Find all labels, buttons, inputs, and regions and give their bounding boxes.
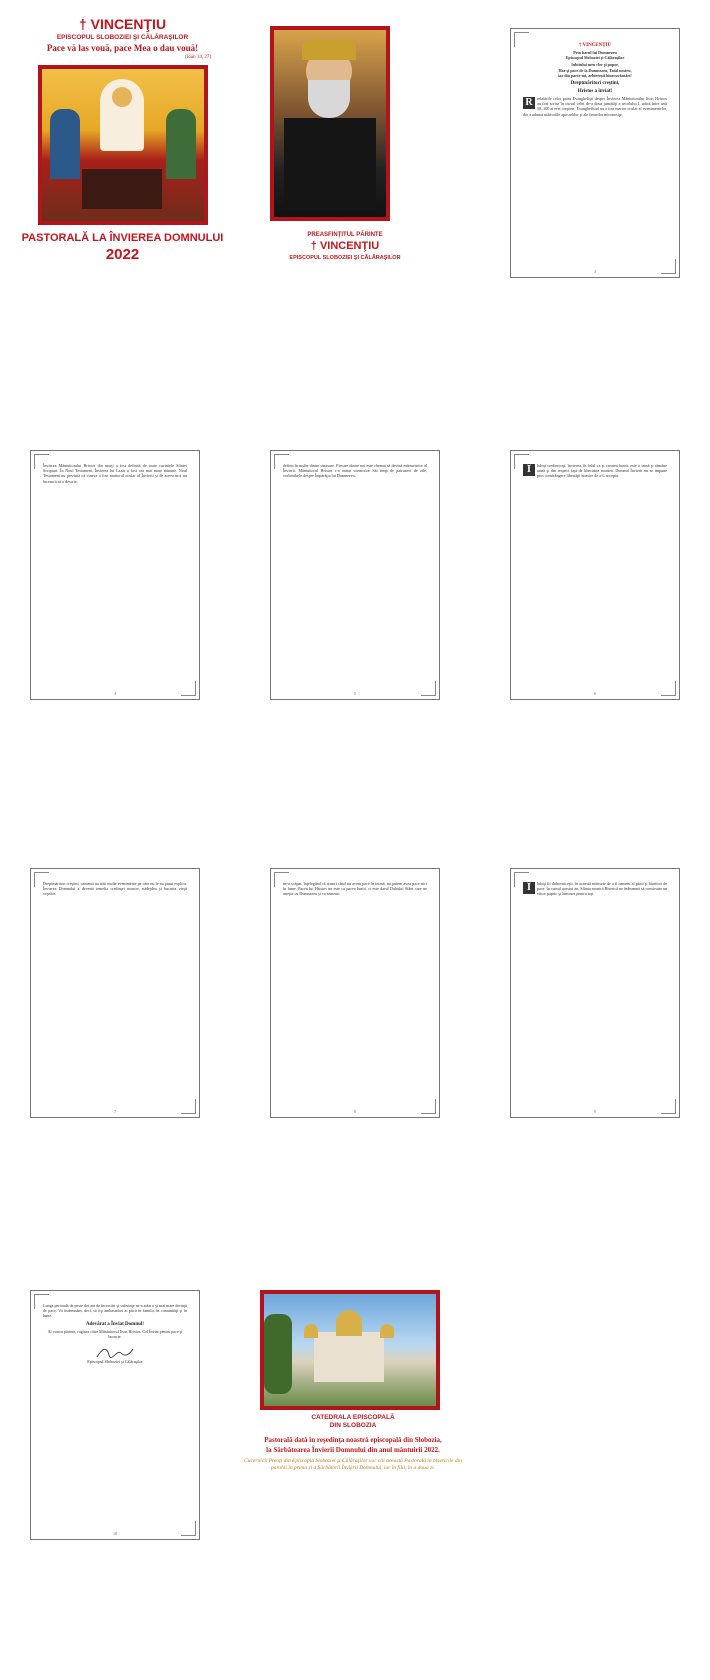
cover-quote: Pace vă las vouă, pace Mea o dau vouă! [46,43,199,53]
intro-heading: Hristos a înviat! [577,89,613,95]
portrait-caption-title: PREASFINŢITUL PĂRINTE [307,232,383,238]
closing-greeting: Adevărat a Înviat Domnul! [86,1321,144,1327]
page-number: 7 [114,1109,116,1114]
drop-cap: R [523,97,535,109]
page-number: 6 [594,691,596,696]
cathedral-caption-2: DIN SLOBOZIA [329,1422,377,1429]
back-cover-note: Cucernicii Preoţi din Episcopia Sloboziei şi Călăraşilor vor citi această Pastorală în bisericile din parohii în prima zi a Sărbătorii Învierii Domnului, iar în filii, în a doua zi. [244,1458,462,1471]
text-page-8 [270,868,440,1118]
page-9-text: Iubiţi fii duhovniceşti, în această mărturie de a fi oameni ai păcii şi făuritori de pace, în cursul acestui an, Sfânta noastră Biserică ne îndeamnă să construim un viitor paşnic şi luminos pentru toţi. [537,881,667,897]
page-number: 4 [114,691,116,696]
cathedral-photo [260,1290,440,1410]
page-8-body: ne-a scăpat, înţelegând că atunci când nu avem pace în inimă, nu putem avea pace nici în lume. Pacea lui Hristos nu este ca pacea lumii, ci este darul Duhului Sfânt care ne uneşte cu Dumnezeu şi cu semenii. [283,881,427,897]
drop-cap: Î [523,464,535,476]
closing-text: Al vostru părinte, rugător către Mântuitorul Iisus Hristos. Cel Înviat pentru pace şi bucurie. [47,1328,183,1339]
text-page-9 [510,868,680,1118]
intro-cross-name: † VINCENŢIU [578,43,612,48]
page-5-body: definit în multe dintre sinaxare. Fiecare dintre noi este chemat să devină mărturisitor al Învierii. Mântuitorul Hristos s-a arătat ucenicilor Săi timp de patruzeci de zile, vorbindu-le despre Împărăţia lui Dumnezeu. [283,463,427,479]
page-7-body: Dreptmăritori creştini, oamenii au trăit multe evenimente pe care nu le-au putut explica. Învierea Domnului a devenit temelia credinţei noastre, nădejdea şi bucuria vieţii veşnice. [43,881,187,897]
portrait-caption-role: EPISCOPUL SLOBOZIEI ŞI CĂLĂRAŞILOR [289,255,401,261]
back-cover-page [238,1290,468,1490]
bishop-portrait-image [270,26,390,221]
intro-line-see: Episcopul Sloboziei şi Călăraşilor [565,55,625,61]
intro-greeting: Dreptmăritori creştini, [570,81,620,87]
page-number: 5 [354,691,356,696]
cover-quote-ref: (Ioan 14, 27) [185,55,211,60]
cover-title: PASTORALĂ LA ÎNVIEREA DOMNULUI [21,232,224,244]
page-6-text: Iubiţi credincioşi, învierea, în felul ca şi crearea lumii, este o taină şi rămâne taină şi din respect faţă de libertatea noastră. Domnul Învierii nu se impune prin constrângere libertăţii noastre de a-L accepta. [537,463,667,479]
text-page-10 [30,1290,200,1540]
intro-line-clergy: Iubitului meu cler şi popor, [571,62,619,68]
intro-line-grace: Prin harul lui Dumnezeu [573,50,617,55]
page-9-body [523,881,667,897]
intro-body-text: relatările celor patru Evanghelişti despre Învierea Mântuitorului Iisus Hristos au fost scrise în cursul celei de-a doua jumătăţi a secolului I, adică între anii 50–100 ai erei creştine. Evanghelistul nu a fost martor ocular al evenimentelor, dar a adunat mărturiile apostolilor şi ale femeilor mironosiţe. [523,96,667,117]
intro-text-page [510,28,680,278]
page-number: 8 [354,1109,356,1114]
back-cover-line-1: Pastorală dată în reşedinţa noastră episcopală din Slobozia, [264,1436,442,1444]
page-number: 3 [594,269,596,274]
cover-year: 2022 [105,246,140,263]
page-number: 10 [113,1531,117,1536]
signature-role: Episcopul Sloboziei şi Călăraşilor [87,1359,143,1365]
resurrection-icon-image [38,65,208,225]
cathedral-caption-1: CATEDRALA EPISCOPALĂ [311,1414,395,1421]
text-page-7 [30,868,200,1118]
drop-cap: Î [523,882,535,894]
portrait-page [260,10,430,270]
page-number: 9 [594,1109,596,1114]
intro-body [523,96,667,117]
text-page-5 [270,450,440,700]
intro-line-peace: Har şi pace de la Dumnezeu, Tatăl nostru, [558,67,632,73]
cover-page [20,10,225,270]
back-cover-line-2: la Sărbătoarea Învierii Domnului din anul mântuirii 2022. [266,1446,440,1454]
page-10-body: Lunga perioadă de peste doi ani de încercări şi suferinţe ne-a adus o şi mai mare dorinţă de pace. Vă îndemnăm, deci, să fiţi ambasadori ai păcii în familii, în comunităţi şi în lume. [43,1303,187,1319]
cover-cross-name: † VINCENŢIU [78,16,167,32]
cover-subtitle: EPISCOPUL SLOBOZIEI ŞI CĂLĂRAŞILOR [56,34,189,41]
text-page-6 [510,450,680,700]
intro-line-blessing: iar din parte-mi, arhierești binecuvântări! [558,72,632,78]
page-4-body: Învierea Mântuitorului Hristos din morţi a fost definită de toate cuvintele Sfintei Scripturi. În Noul Testament, Învierea lui Lazăr a fost cea mai mare minune. Noul Testament nu prezintă că cineva a fost martorul ocular al Învierii şi de aceea nici nu încearcă să o descrie. [43,463,187,484]
page-6-body [523,463,667,479]
signature-image [95,1345,135,1359]
text-page-4 [30,450,200,700]
portrait-caption-name: † VINCENŢIU [310,240,380,252]
